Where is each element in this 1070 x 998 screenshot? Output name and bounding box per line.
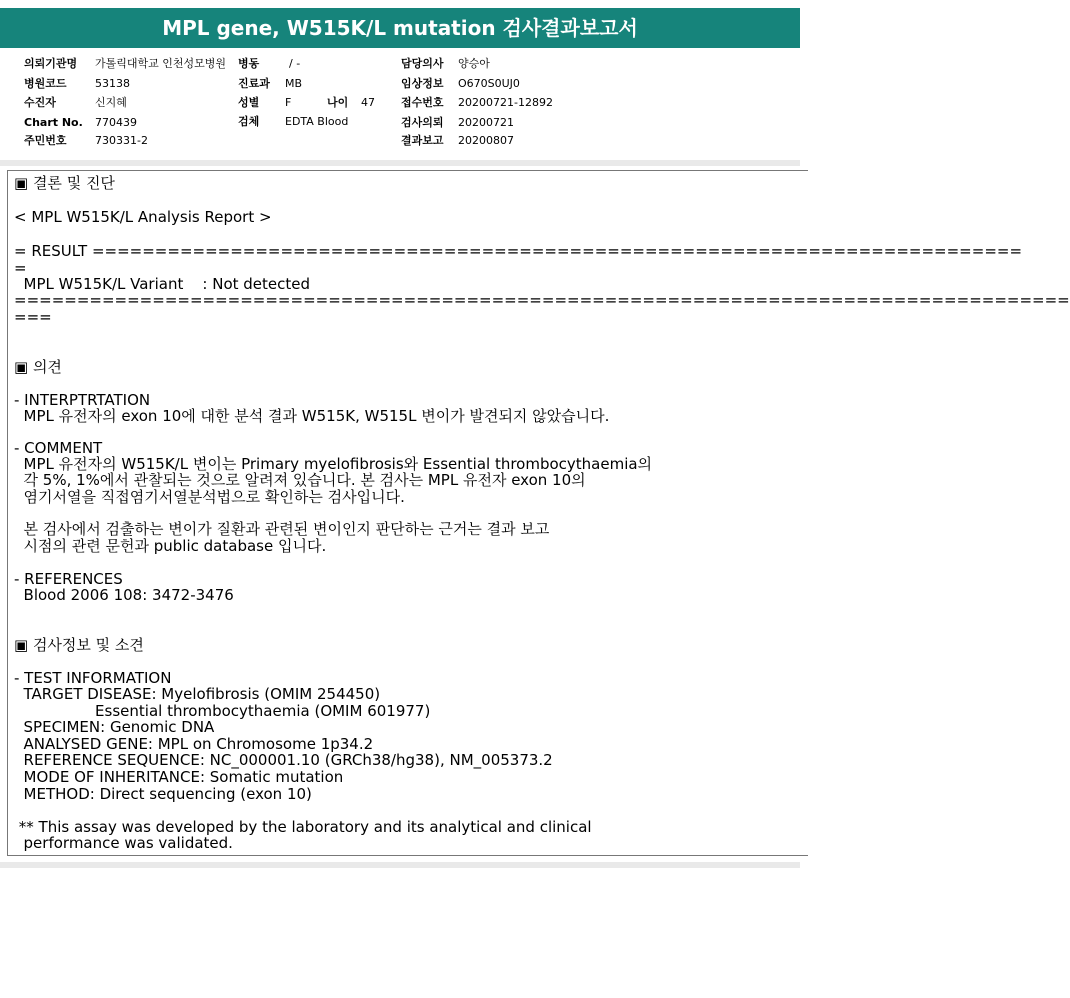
hospital-code-label: 병원코드 xyxy=(24,77,67,90)
report-line: MPL W515K/L Variant : Not detected xyxy=(14,275,311,293)
report-line: < MPL W515K/L Analysis Report > xyxy=(14,208,272,226)
clinical-info-value: O670S0UJ0 xyxy=(458,77,520,90)
ward-label: 병동 xyxy=(238,57,260,70)
sex-label: 성별 xyxy=(238,96,260,109)
report-line: = xyxy=(14,259,27,277)
patient-info-panel xyxy=(0,50,800,158)
report-line: - COMMENT xyxy=(14,439,103,457)
report-line: performance was validated. xyxy=(14,834,233,852)
patient-name-value: 신지혜 xyxy=(95,96,127,109)
report-line: ==================================================================================== xyxy=(14,291,1070,309)
report-line: 염기서열을 직접염기서열분석법으로 확인하는 검사입니다. xyxy=(14,488,405,506)
report-line: === xyxy=(14,308,52,326)
report-title: MPL gene, W515K/L mutation 검사결과보고서 xyxy=(0,8,800,48)
report-date-label: 결과보고 xyxy=(401,134,444,147)
report-line: MPL 유전자의 exon 10에 대한 분석 결과 W515K, W515L 변이가 발견되지 않았습니다. xyxy=(14,407,610,425)
age-label: 나이 xyxy=(327,96,349,109)
receipt-no-label: 접수번호 xyxy=(401,96,444,109)
report-line: ▣ 검사정보 및 소견 xyxy=(14,636,144,654)
specimen-value: EDTA Blood xyxy=(285,115,349,128)
chart-no-label: Chart No. xyxy=(24,116,83,129)
report-line: ANALYSED GENE: MPL on Chromosome 1p34.2 xyxy=(14,735,374,753)
chart-no-value: 770439 xyxy=(95,116,137,129)
hospital-code-value: 53138 xyxy=(95,77,130,90)
report-line: 시점의 관련 문헌과 public database 입니다. xyxy=(14,537,327,555)
bottom-divider xyxy=(0,862,800,868)
report-line: - INTERPTRTATION xyxy=(14,391,151,409)
receipt-no-value: 20200721-12892 xyxy=(458,96,553,109)
hospital-name-value: 가톨릭대학교 인천성모병원 xyxy=(95,57,227,70)
report-line: Essential thrombocythaemia (OMIM 601977) xyxy=(14,702,431,720)
report-line: - TEST INFORMATION xyxy=(14,669,172,687)
report-line: - REFERENCES xyxy=(14,570,123,588)
report-line: 각 5%, 1%에서 관찰되는 것으로 알려져 있습니다. 본 검사는 MPL 유전자 exon 10의 xyxy=(14,471,586,489)
age-value: 47 xyxy=(361,96,375,109)
resident-no-value: 730331-2 xyxy=(95,134,148,147)
report-line: ** This assay was developed by the laboratory and its analytical and clinical xyxy=(14,818,592,836)
report-line: METHOD: Direct sequencing (exon 10) xyxy=(14,785,312,803)
report-line: = RESULT ========================================================================== xyxy=(14,242,1023,260)
hospital-name-label: 의뢰기관명 xyxy=(24,57,78,70)
sex-value: F xyxy=(285,96,292,109)
physician-value: 양승아 xyxy=(458,57,490,70)
report-line: ▣ 결론 및 진단 xyxy=(14,174,115,192)
resident-no-label: 주민번호 xyxy=(24,134,67,147)
report-line: TARGET DISEASE: Myelofibrosis (OMIM 254450) xyxy=(14,685,381,703)
ward-value: / - xyxy=(289,57,301,70)
report-line: MPL 유전자의 W515K/L 변이는 Primary myelofibrosis와 Essential thrombocythaemia의 xyxy=(14,455,653,473)
request-date-value: 20200721 xyxy=(458,116,514,129)
report-line: SPECIMEN: Genomic DNA xyxy=(14,718,215,736)
report-line: MODE OF INHERITANCE: Somatic mutation xyxy=(14,768,344,786)
report-date-value: 20200807 xyxy=(458,134,514,147)
specimen-label: 검체 xyxy=(238,115,260,128)
report-line: 본 검사에서 검출하는 변이가 질환과 관련된 변이인지 판단하는 근거는 결과 보고 xyxy=(14,520,550,538)
department-label: 진료과 xyxy=(238,77,270,90)
physician-label: 담당의사 xyxy=(401,57,444,70)
report-line: REFERENCE SEQUENCE: NC_000001.10 (GRCh38/hg38), NM_005373.2 xyxy=(14,751,553,769)
request-date-label: 검사의뢰 xyxy=(401,116,444,129)
clinical-info-label: 임상정보 xyxy=(401,77,444,90)
report-body xyxy=(7,170,1070,856)
report-line: Blood 2006 108: 3472-3476 xyxy=(14,586,234,604)
patient-name-label: 수진자 xyxy=(24,96,56,109)
top-divider xyxy=(0,160,800,166)
report-line: ▣ 의견 xyxy=(14,358,62,376)
department-value: MB xyxy=(285,77,303,90)
